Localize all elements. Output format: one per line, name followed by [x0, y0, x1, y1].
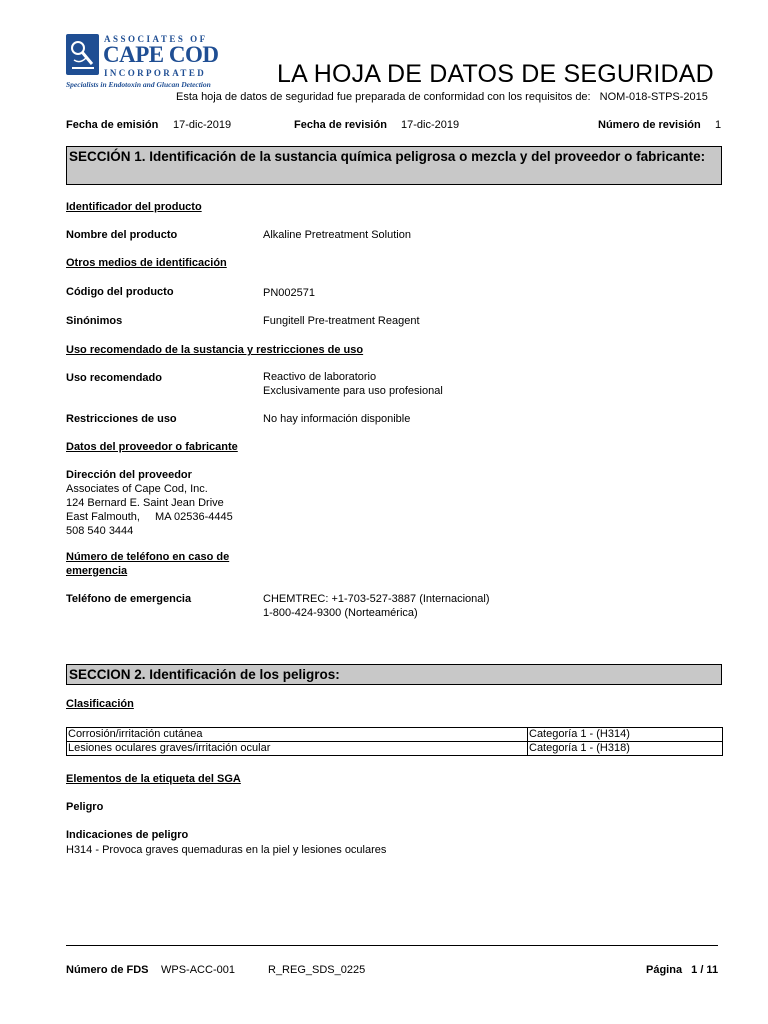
- other-means-heading: Otros medios de identificación: [66, 257, 227, 269]
- emergency-phone-1: CHEMTREC: +1-703-527-3887 (Internacional): [263, 593, 490, 605]
- signal-word: Peligro: [66, 801, 104, 813]
- product-identifier-heading: Identificador del producto: [66, 201, 202, 213]
- page-value: 1 / 11: [691, 964, 719, 976]
- product-name: Alkaline Pretreatment Solution: [263, 229, 411, 241]
- recommended-use-heading: Uso recomendado de la sustancia y restricciones de uso: [66, 344, 364, 356]
- hazard-statement: H314 - Provoca graves quemaduras en la piel y lesiones oculares: [66, 844, 387, 856]
- registration-code: R_REG_SDS_0225: [268, 964, 366, 976]
- classification-heading: Clasificación: [66, 698, 134, 710]
- supplier-city-line: [66, 511, 233, 523]
- hazard-statements-heading: Indicaciones de peligro: [66, 829, 189, 841]
- logo-tagline: Specialists in Endotoxin and Glucan Detection: [66, 80, 211, 89]
- recommended-use-1: Reactivo de laboratorio: [263, 371, 377, 383]
- sds-number: WPS-ACC-001: [161, 964, 235, 976]
- hazard-class-cell: Corrosión/irritación cutánea: [67, 728, 528, 742]
- hazard-category-cell: Categoría 1 - (H314): [528, 728, 723, 742]
- emergency-phone-label: Teléfono de emergencia: [66, 593, 192, 605]
- logo-line-3: INCORPORATED: [104, 68, 207, 78]
- hazard-class-cell: Lesiones oculares graves/irritación ocular: [67, 742, 528, 756]
- classification-table: [66, 727, 723, 756]
- supplier-street: 124 Bernard E. Saint Jean Drive: [66, 497, 224, 509]
- table-row: [67, 728, 723, 742]
- section-1-header: SECCIÓN 1. Identificación de la sustancia química peligrosa o mezcla y del proveedor o fabricante:: [66, 146, 722, 185]
- standard-reference: NOM-018-STPS-2015: [599, 91, 708, 103]
- revision-number-label: Número de revisión: [598, 119, 701, 131]
- synonyms: Fungitell Pre-treatment Reagent: [263, 315, 420, 327]
- logo-line-1: ASSOCIATES OF: [104, 34, 208, 44]
- revision-date-label: Fecha de revisión: [294, 119, 387, 131]
- synonyms-label: Sinónimos: [66, 315, 123, 327]
- microscope-icon: [66, 34, 99, 75]
- emergency-heading-line-2: emergencia: [66, 565, 128, 577]
- issue-date: 17-dic-2019: [173, 119, 232, 131]
- footer-divider: [66, 945, 718, 946]
- company-logo: [66, 34, 232, 92]
- supplier-heading: Datos del proveedor o fabricante: [66, 441, 238, 453]
- label-elements-heading: Elementos de la etiqueta del SGA: [66, 773, 241, 785]
- supplier-city: East Falmouth,: [66, 511, 140, 523]
- recommended-use-2: Exclusivamente para uso profesional: [263, 385, 443, 397]
- logo-line-2: CAPE COD: [103, 42, 219, 67]
- sds-number-label: Número de FDS: [66, 964, 149, 976]
- supplier-phone: 508 540 3444: [66, 525, 134, 537]
- document-title: LA HOJA DE DATOS DE SEGURIDAD: [277, 60, 714, 88]
- preparation-note: [176, 91, 708, 103]
- supplier-name: Associates of Cape Cod, Inc.: [66, 483, 208, 495]
- restrictions-label: Restricciones de uso: [66, 413, 177, 425]
- page-label: Página: [646, 964, 683, 976]
- product-code: PN002571: [263, 287, 315, 299]
- supplier-state-zip: MA 02536-4445: [155, 511, 233, 523]
- restrictions: No hay información disponible: [263, 413, 411, 425]
- page-number: [646, 964, 718, 976]
- emergency-heading-line-1: Número de teléfono en caso de: [66, 551, 230, 563]
- recommended-use-label: Uso recomendado: [66, 372, 162, 384]
- product-code-label: Código del producto: [66, 286, 174, 298]
- preparation-note-text: Esta hoja de datos de seguridad fue preparada de conformidad con los requisitos de:: [176, 91, 591, 103]
- issue-date-label: Fecha de emisión: [66, 119, 159, 131]
- hazard-category-cell: Categoría 1 - (H318): [528, 742, 723, 756]
- table-row: [67, 742, 723, 756]
- revision-number: 1: [715, 119, 722, 131]
- product-name-label: Nombre del producto: [66, 229, 178, 241]
- section-2-header: SECCION 2. Identificación de los peligros:: [66, 664, 722, 685]
- emergency-phone-2: 1-800-424-9300 (Norteamérica): [263, 607, 418, 619]
- revision-date: 17-dic-2019: [401, 119, 460, 131]
- supplier-address-label: Dirección del proveedor: [66, 469, 192, 481]
